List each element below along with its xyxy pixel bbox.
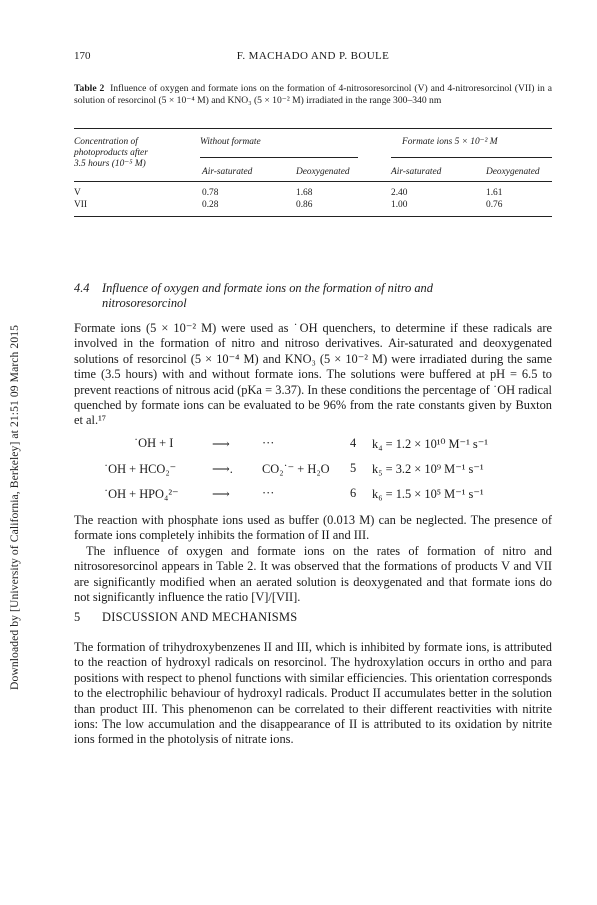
eq-rhs: CO₂˙⁻ + H₂O: [262, 462, 330, 476]
section-title: DISCUSSION AND MECHANISMS: [102, 610, 298, 624]
eq-lhs: ˙OH + HPO₄²⁻: [104, 487, 179, 501]
page-header: [74, 50, 552, 66]
col-header-line: Concentration of: [74, 137, 138, 147]
eq-arrow: ⟶: [212, 487, 230, 501]
table-cell: 0.78: [202, 188, 219, 198]
eq-number: 6: [350, 486, 357, 500]
section-4-4-heading: [74, 281, 552, 311]
eq-lhs: ˙OH + HCO₂⁻: [104, 462, 177, 476]
table-cell: 0.28: [202, 200, 219, 210]
table-cell: 1.00: [391, 200, 408, 210]
eq-rhs: ···: [262, 486, 275, 500]
table-cell: 0.76: [486, 200, 503, 210]
section-number: 5: [74, 610, 81, 624]
group-rule-with: [391, 157, 552, 158]
section-4-4-para-2: [74, 513, 552, 605]
table-cell: 1.61: [486, 188, 503, 198]
eq-rate-constant: k₆ = 1.5 × 10⁵ M⁻¹ s⁻¹: [372, 487, 484, 501]
eq-number: 4: [350, 436, 357, 450]
subheader-air-2: Air-saturated: [391, 167, 442, 177]
subheader-deox-2: Deoxygenated: [486, 167, 540, 177]
eq-rhs: ···: [262, 436, 275, 450]
col-header-concentration: [74, 137, 148, 170]
section-number: 4.4: [74, 281, 90, 295]
equation-4: [74, 436, 552, 454]
section-title-line-1: Influence of oxygen and formate ions on the formation of nitro and: [102, 281, 433, 295]
group-header-without: Without formate: [200, 137, 261, 147]
paragraph: Formate ions (5 × 10⁻² M) were used as ˙OH quenchers, to determine if these radicals are involved in the formation of nitro and nitroso derivatives. Air-saturated and deoxygenated solutions of resorcinol (5 × 10⁻⁴ M) and KNO₃ (5 × 10⁻² M) were irradiated during the same time (3.5 hours) with and without formate ions. The solutions were buffered at pH = 6.5 to prevent reactions of nitrous acid (pKa = 3.37). In these conditions the percentage of ˙OH radical quenched by formate ions can be evaluated to be 96% from the rate constants given by Buxton et al.¹⁷: [74, 321, 552, 428]
col-header-line: photoproducts after: [74, 148, 148, 158]
table-bottom-rule: [74, 216, 552, 217]
paragraph: The reaction with phosphate ions used as buffer (0.013 M) can be neglected. The presence of formate ions completely inhibits the formation of II and III.: [74, 513, 552, 543]
eq-arrow: ⟶.: [212, 462, 233, 476]
group-header-with: Formate ions 5 × 10⁻² M: [402, 137, 498, 147]
download-watermark: Downloaded by [University of California, Berkeley] at 21:51 09 March 2015: [8, 324, 21, 690]
group-rule-without: [200, 157, 358, 158]
table-header-rule: [74, 181, 552, 182]
row-product: VII: [74, 200, 88, 210]
section-5-para: [74, 640, 552, 748]
col-header-line: 3.5 hours (10⁻⁵ M): [74, 159, 146, 169]
eq-arrow: ⟶: [212, 437, 230, 451]
paragraph: The influence of oxygen and formate ions on the rates of formation of nitro and nitrosoresorcinol appears in Table 2. It was observed that the formations of products V and VII are significantly modified when an aerated solution is deoxygenated and that formate ions do not significantly influence the ratio [V]/[VII].: [74, 543, 552, 605]
section-title-line-2: nitrosoresorcinol: [102, 296, 187, 310]
table-top-rule: [74, 128, 552, 129]
page-number: 170: [74, 50, 91, 62]
equation-6: [74, 486, 552, 504]
eq-number: 5: [350, 461, 357, 475]
table-caption: [74, 83, 552, 107]
subheader-air-1: Air-saturated: [202, 167, 253, 177]
table-caption-text: Influence of oxygen and formate ions on the formation of 4-nitrosoresorcinol (V) and 4-nitroresorcinol (VII) in a solution of resorcinol (5 × 10⁻⁴ M) and KNO₃ (5 × 10⁻² M) irradiated in the range 300–340 nm: [74, 83, 552, 106]
equation-5: [74, 461, 552, 479]
section-5-heading: [74, 610, 297, 625]
subheader-deox-1: Deoxygenated: [296, 167, 350, 177]
table-cell: 2.40: [391, 188, 408, 198]
row-product: V: [74, 188, 81, 198]
paragraph: The formation of trihydroxybenzenes II and III, which is inhibited by formate ions, is attributed to the reaction of hydroxyl radicals on resorcinol. The hydroxylation occurs in ortho and para positions with respect to phenol functions with similar efficiencies. This orientation corresponds to the electrophilic behaviour of hydroxyl radicals. Product II accumulates better in the solution than product III. This phenomenon can be correlated to their different reactivities with nitrite ions: The low accumulation and the disappearance of II is attributed to its oxidation by nitrite ions formed in the photolysis of nitrate ions.: [74, 640, 552, 747]
eq-rate-constant: k₄ = 1.2 × 10¹⁰ M⁻¹ s⁻¹: [372, 437, 488, 451]
table-cell: 1.68: [296, 188, 313, 198]
section-4-4-para-1: [74, 321, 552, 429]
eq-rate-constant: k₅ = 3.2 × 10⁹ M⁻¹ s⁻¹: [372, 462, 484, 476]
table-cell: 0.86: [296, 200, 313, 210]
table-label: Table 2: [74, 83, 105, 94]
running-head: F. MACHADO AND P. BOULE: [236, 50, 390, 62]
eq-lhs: ˙OH + I: [134, 436, 174, 450]
